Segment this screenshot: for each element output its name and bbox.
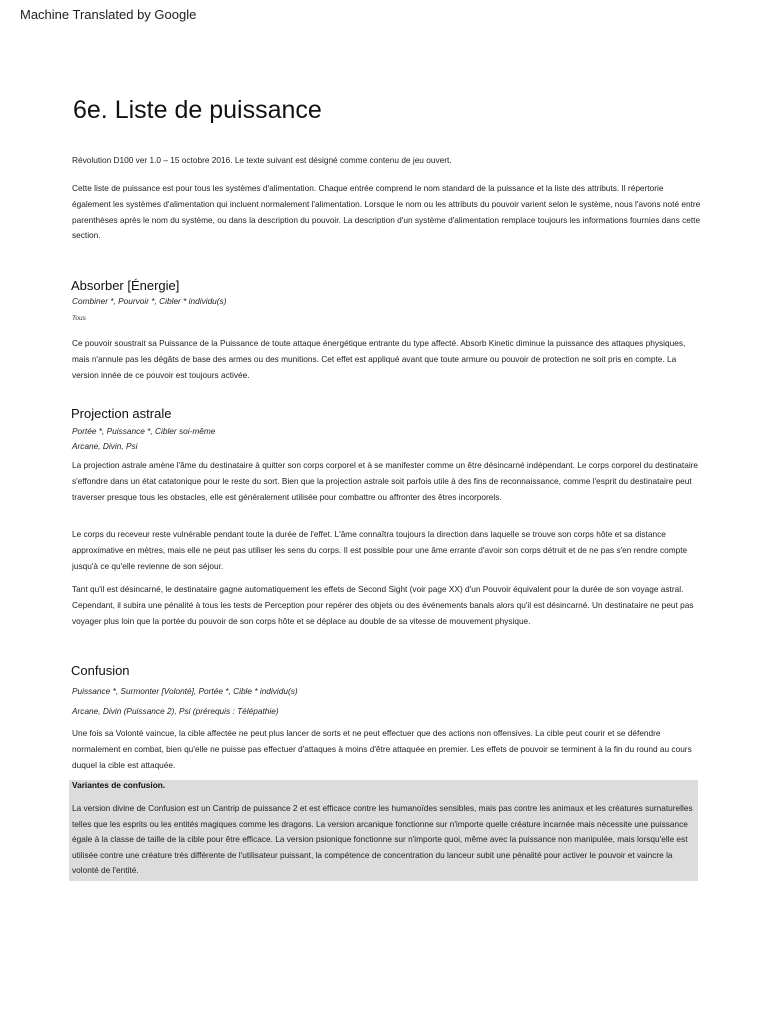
overview-paragraph: Cette liste de puissance est pour tous les systèmes d'alimentation. Chaque entrée comprend le nom standard de la puissance et la liste des attributs. Il répertorie également les systèmes d'alimentation qui incluent normalement l'alimentation. Lorsque le nom ou les attributs du pouvoir varient selon le système, nous l'avons noté entre parenthèses après le nom du système, ou dans la description du pouvoir. La description d'un système d'alimentation remplace toujours les informations fournies dans cette section.: [72, 183, 701, 241]
page-title: 6e. Liste de puissance: [73, 96, 322, 124]
confusion-variants-title: Variantes de confusion.: [72, 780, 166, 790]
projection-description-1: La projection astrale amène l'âme du destinataire à quitter son corps corporel et à se manifester comme un être désincarné indépendant. Le corps corporel du destinataire s'effondre dans un état catatonique pour le reste du sort. Bien que la projection astrale soit parfois utile à des fins de reconnaissance, comme l'esprit du destinataire peut traverser presque tous les obstacles, elle est généralement utilisée pour combattre ou affronter des êtres incorporels.: [72, 460, 699, 502]
section-title-absorber: Absorber [Énergie]: [71, 278, 180, 293]
intro-paragraph: Révolution D100 ver 1.0 – 15 octobre 2016. Le texte suivant est désigné comme contenu de jeu ouvert.: [72, 155, 452, 165]
absorber-description: Ce pouvoir soustrait sa Puissance de la Puissance de toute attaque énergétique entrante du type affecté. Absorb Kinetic diminue la puissance des attaques physiques, mais n'annule pas les dégâts de base des armes ou des munitions. Cet effet est appliqué avant que toute armure ou pouvoir de protection ne soit pris en compte. La version innée de ce pouvoir est toujours activée.: [72, 338, 686, 380]
section-title-confusion: Confusion: [71, 663, 130, 678]
confusion-variants-description: La version divine de Confusion est un Cantrip de puissance 2 et est efficace contre les humanoïdes sensibles, mais pas contre les animaux et les créatures surnaturelles telles que les esprits ou les entités magiques comme les dragons. La version arcanique fonctionne sur n'importe quelle créature incarnée mais nécessite une puissance égale à la classe de taille de la cible pour être efficace. La version psionique fonctionne sur n'importe quoi, même avec la puissance non manipulée, mais lorsqu'elle est utilisée contre une créature très différente de l'utilisateur puissant, la compétence de concentration du lanceur subit une pénalité pour activer le pouvoir et vaincre la volonté de l'entité.: [72, 803, 693, 875]
confusion-attributes: Puissance *, Surmonter [Volonté], Portée *, Cible * individu(s): [72, 686, 298, 696]
section-title-projection-astrale: Projection astrale: [71, 406, 172, 421]
projection-attributes: Portée *, Puissance *, Cibler soi-même: [72, 426, 216, 436]
projection-systems: Arcane, Divin, Psi: [72, 441, 138, 451]
projection-description-3: Tant qu'il est désincarné, le destinataire gagne automatiquement les effets de Second Sight (voir page XX) d'un Pouvoir équivalent pour la durée de son voyage astral. Cependant, il subira une pénalité à tous les tests de Perception pour repérer des objets ou des événements banals alors qu'il est désincarné. Un destinataire ne peut pas voyager plus loin que la portée du pouvoir de son corps hôte et se déplace au double de sa vitesse de mouvement physique.: [72, 584, 694, 626]
confusion-description: Une fois sa Volonté vaincue, la cible affectée ne peut plus lancer de sorts et ne peut effectuer que des actions non offensives. La cible peut courir et se défendre normalement en combat, bien qu'elle ne puisse pas effectuer d'attaques à moins d'être attaquée en premier. Les effets de pouvoir se terminent à la fin du round au cours duquel la cible est attaquée.: [72, 728, 692, 770]
absorber-systems: Tous: [72, 315, 86, 322]
confusion-systems: Arcane, Divin (Puissance 2), Psi (prérequis : Télépathie): [72, 706, 279, 716]
absorber-attributes: Combiner *, Pourvoir *, Cibler * individu(s): [72, 296, 227, 306]
projection-description-2: Le corps du receveur reste vulnérable pendant toute la durée de l'effet. L'âme connaîtra toujours la direction dans laquelle se trouve son corps hôte et sa distance approximative en mètres, mais elle ne peut pas utiliser les sens du corps. Il est possible pour une âme errante d'avoir son corps détruit et de ne pas s'en rendre compte jusqu'à ce qu'elle revienne de son séjour.: [72, 529, 688, 571]
machine-translated-header: Machine Translated by Google: [20, 7, 197, 22]
confusion-variants-box: [69, 780, 698, 881]
